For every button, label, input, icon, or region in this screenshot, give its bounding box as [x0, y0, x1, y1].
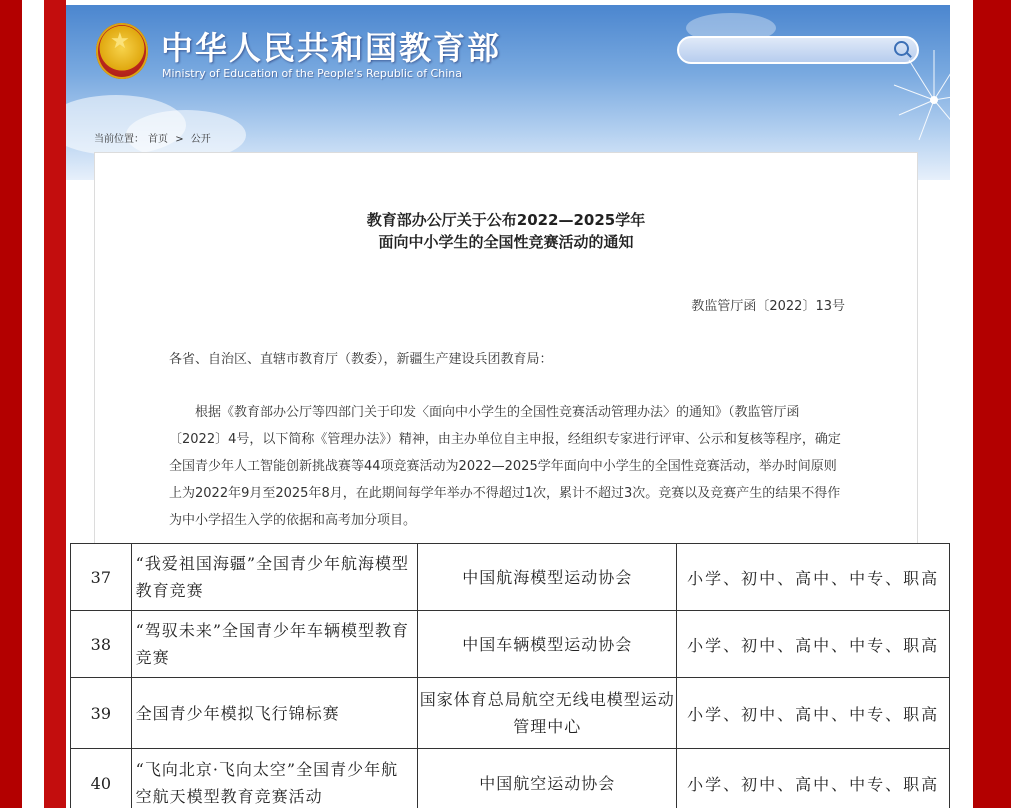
right-white-strip — [949, 0, 973, 808]
row-number: 39 — [71, 678, 132, 749]
document-title — [95, 209, 917, 253]
site-subtitle: Ministry of Education of the People's Republic of China — [162, 67, 462, 80]
left-white-strip — [22, 0, 44, 808]
right-red-border — [973, 0, 1011, 808]
school-levels: 小学、初中、高中、中专、职高 — [677, 678, 950, 749]
contest-name: “我爱祖国海疆”全国青少年航海模型教育竞赛 — [131, 544, 418, 611]
document-body-paragraph: 根据《教育部办公厅等四部门关于印发〈面向中小学生的全国性竞赛活动管理办法〉的通知》（教监管厅函〔2022〕4号，以下简称《管理办法》）精神，由主办单位自主申报，经组织专家进行评审、公示和复核等程序，确定全国青少年人工智能创新挑战赛等44项竞赛活动为2022—2025学年面向中小学生的全国性竞赛活动，举办时间原则上为2022年9月至2025年8月，在此期间每学年举办不得超过1次，累计不超过3次。竞赛以及竞赛产生的结果不得作为中小学招生入学的依据和高考加分项目。 — [169, 405, 841, 528]
dandelion-icon — [874, 45, 950, 155]
organizer: 中国航空运动协会 — [418, 749, 677, 808]
school-levels: 小学、初中、高中、中专、职高 — [677, 611, 950, 678]
breadcrumb-prefix: 当前位置： — [94, 134, 144, 145]
organizer: 中国航海模型运动协会 — [418, 544, 677, 611]
document-title-line-1: 教育部办公厅关于公布2022—2025学年 — [366, 211, 646, 229]
site-title[interactable]: 中华人民共和国教育部 — [161, 29, 502, 67]
row-number: 37 — [71, 544, 132, 611]
row-number: 38 — [71, 611, 132, 678]
document-title-line-2: 面向中小学生的全国性竞赛活动的通知 — [378, 233, 634, 251]
document-number: 教监管厅函〔2022〕13号 — [691, 299, 845, 314]
left-red-border — [0, 0, 22, 808]
table-row — [71, 544, 950, 611]
table-row — [71, 611, 950, 678]
article-panel — [94, 152, 918, 544]
left-inner-red-band — [44, 0, 66, 808]
contest-name: “驾驭未来”全国青少年车辆模型教育竞赛 — [131, 611, 418, 678]
national-emblem-icon[interactable]: ★ — [96, 23, 148, 79]
organizer: 中国车辆模型运动协会 — [418, 611, 677, 678]
breadcrumb-home-link[interactable]: 首页 — [148, 134, 168, 145]
contest-name: 全国青少年模拟飞行锦标赛 — [131, 678, 418, 749]
contest-table — [70, 543, 950, 808]
breadcrumb-separator: > — [175, 134, 184, 145]
table-row — [71, 678, 950, 749]
row-number: 40 — [71, 749, 132, 808]
organizer: 国家体育总局航空无线电模型运动管理中心 — [418, 678, 677, 749]
breadcrumb-current-link[interactable]: 公开 — [190, 134, 211, 145]
page-screenshot — [66, 5, 950, 808]
contest-name: “飞向北京·飞向太空”全国青少年航空航天模型教育竞赛活动 — [131, 749, 418, 808]
breadcrumb — [94, 130, 215, 145]
school-levels: 小学、初中、高中、中专、职高 — [677, 544, 950, 611]
table-row — [71, 749, 950, 808]
school-levels: 小学、初中、高中、中专、职高 — [677, 749, 950, 808]
document-salutation: 各省、自治区、直辖市教育厅（教委），新疆生产建设兵团教育局： — [169, 352, 553, 367]
